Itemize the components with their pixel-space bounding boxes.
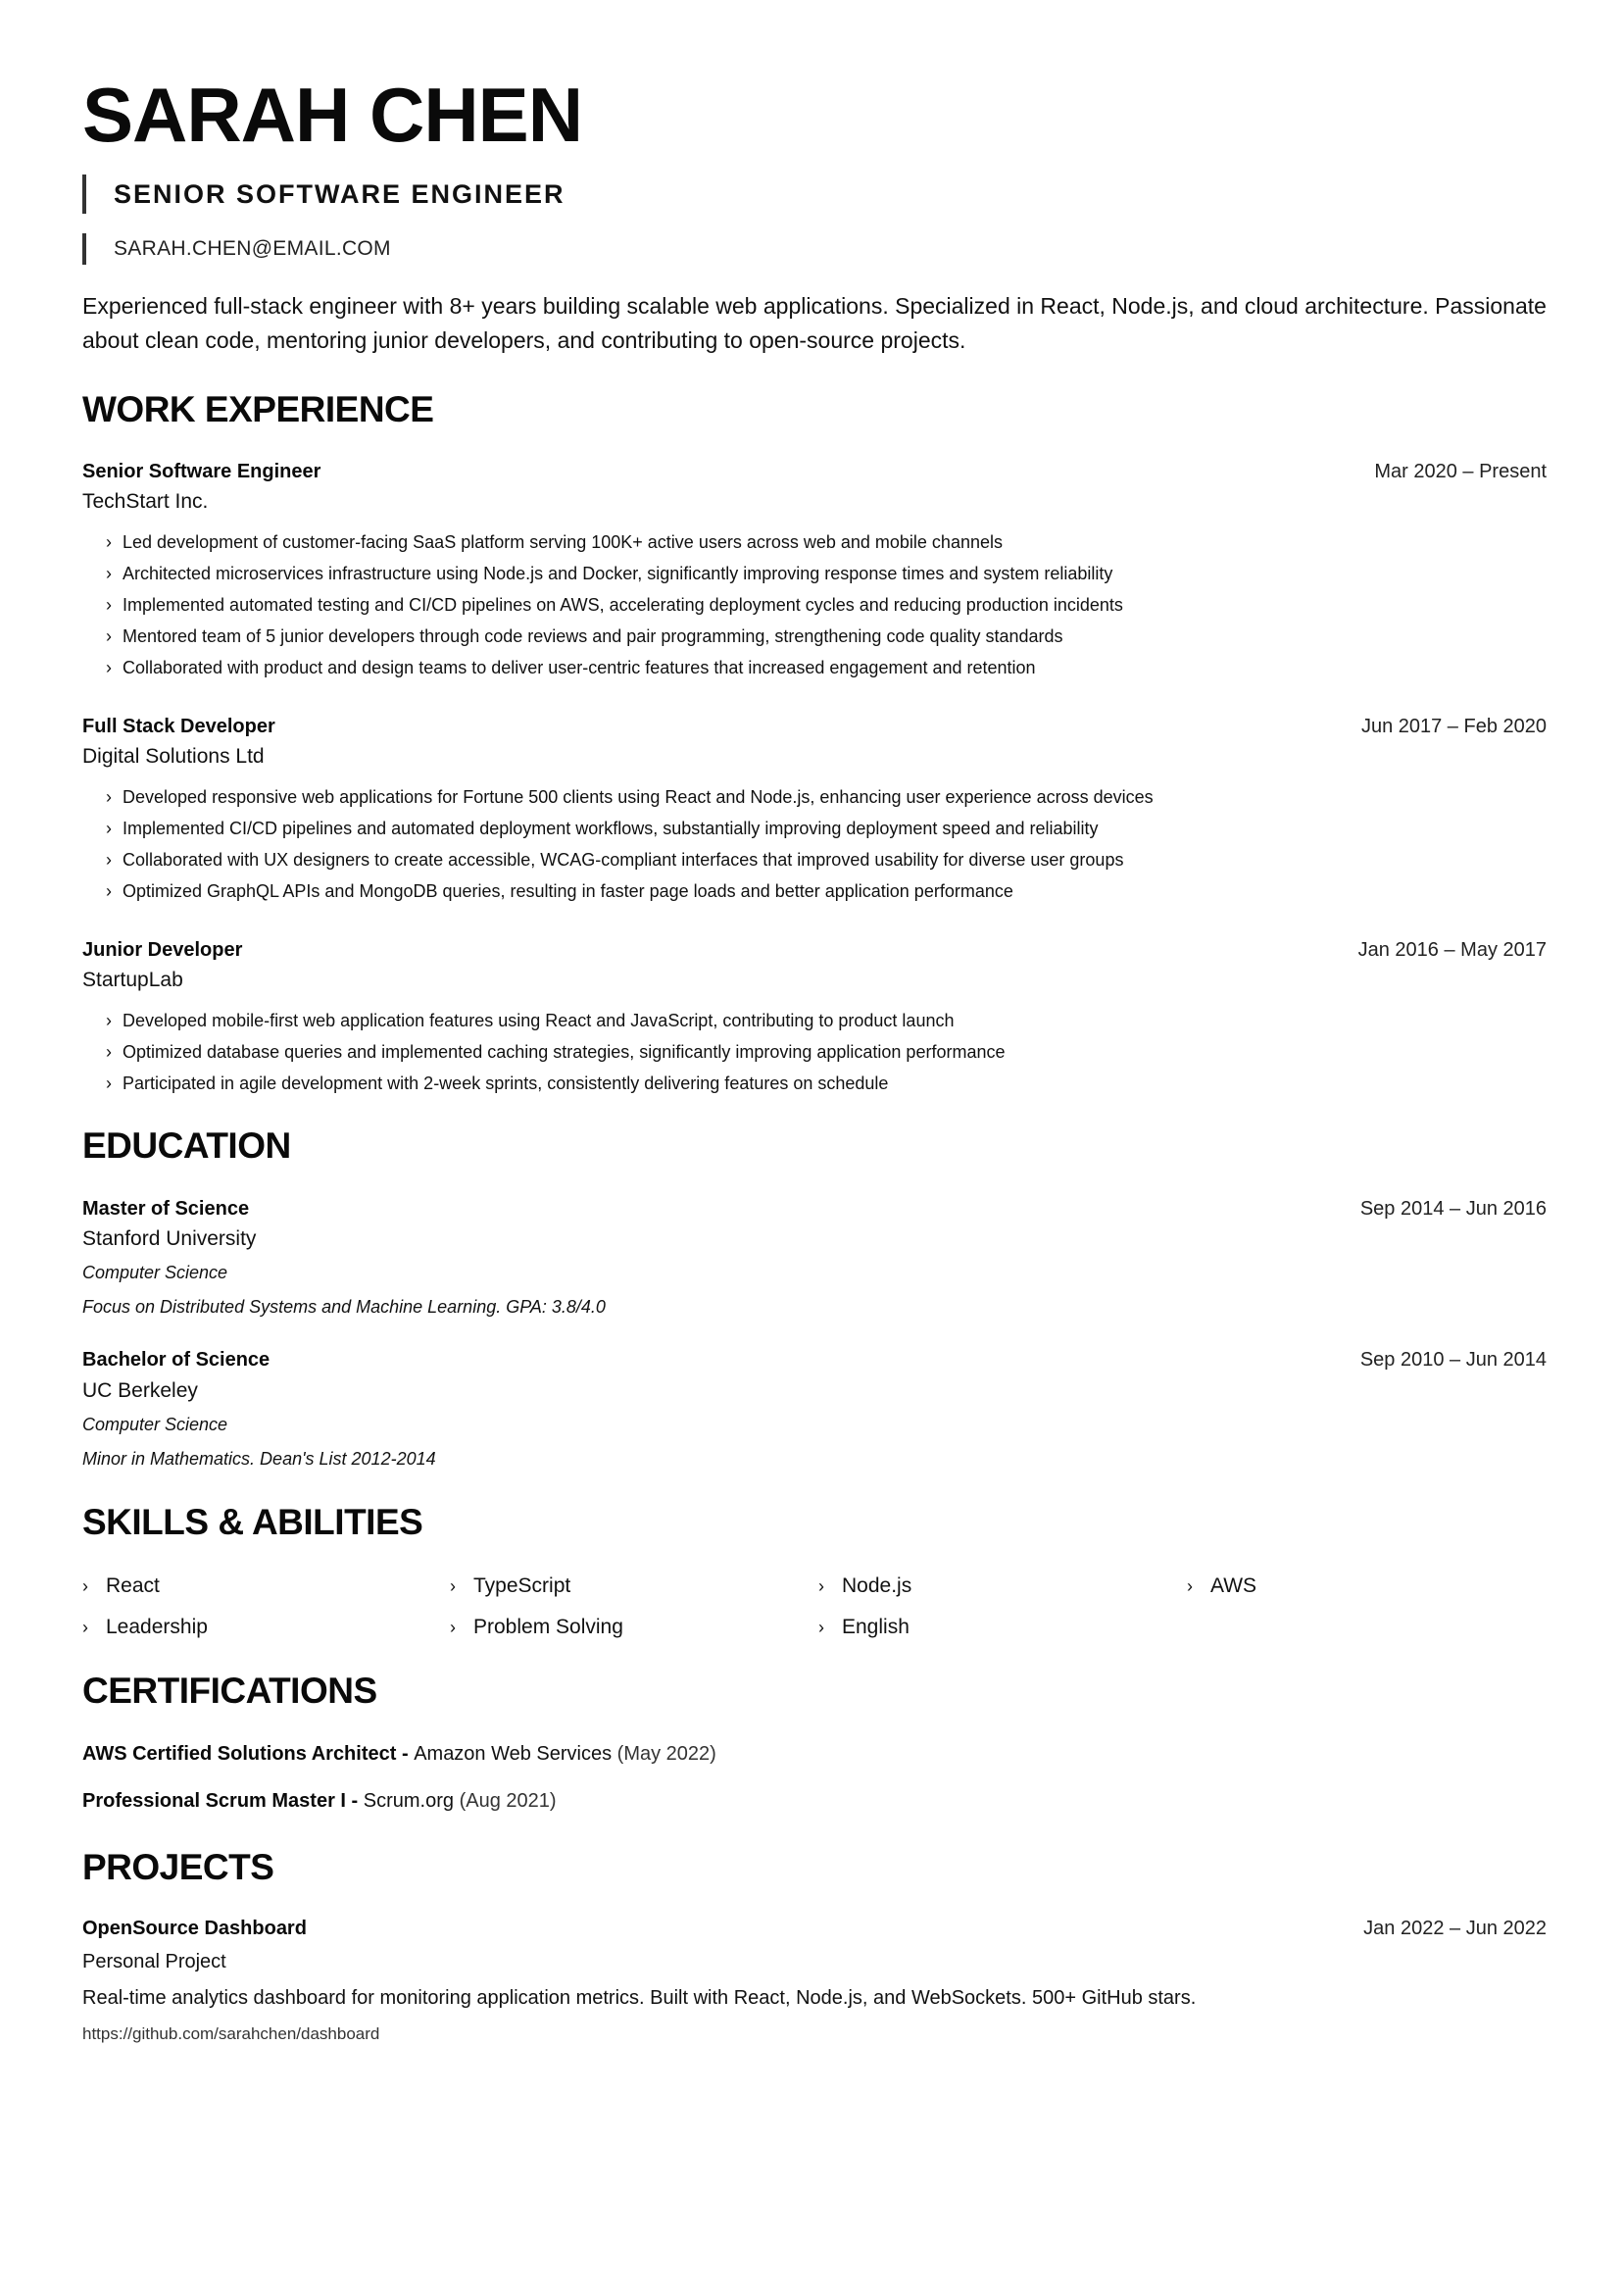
skill-label: Leadership (106, 1616, 208, 1638)
bullet-text: Developed responsive web applications for Fortune 500 clients using React and Node.js, enhancing user experience across devices (123, 787, 1154, 807)
skill-item (450, 1614, 623, 1641)
job-company: TechStart Inc. (82, 490, 209, 513)
certification-date: (Aug 2021) (454, 1790, 557, 1812)
list-item (106, 621, 1123, 652)
chevron-right-icon: › (106, 626, 112, 646)
chevron-right-icon: › (106, 819, 112, 838)
candidate-email[interactable]: SARAH.CHEN@EMAIL.COM (82, 233, 391, 265)
job-dates: Mar 2020 – Present (1374, 461, 1547, 482)
bullet-text: Collaborated with UX designers to create accessible, WCAG-compliant interfaces that improved usability for diverse user groups (123, 850, 1124, 870)
project-type: Personal Project (82, 1951, 226, 1972)
section-title-work-experience: WORK EXPERIENCE (82, 389, 434, 429)
certification-separator: - (345, 1790, 364, 1812)
school-name: Stanford University (82, 1227, 257, 1250)
skill-label: Node.js (842, 1574, 912, 1597)
field-of-study: Computer Science (82, 1263, 228, 1282)
skill-label: Problem Solving (473, 1616, 623, 1638)
certification-name: Professional Scrum Master I (82, 1790, 346, 1812)
bullet-text: Led development of customer-facing SaaS platform serving 100K+ active users across web and mobile channels (123, 532, 1003, 552)
chevron-right-icon: › (106, 564, 112, 583)
job-bullets (106, 781, 1154, 907)
skill-item (82, 1614, 208, 1641)
bullet-text: Implemented automated testing and CI/CD pipelines on AWS, accelerating deployment cycles and reducing production incidents (123, 595, 1123, 615)
candidate-headline: SENIOR SOFTWARE ENGINEER (82, 175, 566, 214)
project-link[interactable]: https://github.com/sarahchen/dashboard (82, 2024, 380, 2043)
section-title-certifications: CERTIFICATIONS (82, 1671, 377, 1711)
education-details: Minor in Mathematics. Dean's List 2012-2014 (82, 1449, 436, 1469)
bullet-text: Developed mobile-first web application features using React and JavaScript, contributing to product launch (123, 1011, 955, 1030)
field-of-study: Computer Science (82, 1415, 228, 1434)
job-title: Junior Developer (82, 939, 243, 961)
chevron-right-icon: › (450, 1576, 456, 1596)
degree-title: Master of Science (82, 1198, 250, 1220)
chevron-right-icon: › (82, 1576, 88, 1596)
list-item (106, 1005, 1005, 1036)
education-dates: Sep 2010 – Jun 2014 (1359, 1349, 1547, 1371)
job-dates: Jun 2017 – Feb 2020 (1360, 716, 1547, 737)
section-title-education: EDUCATION (82, 1125, 291, 1166)
job-title: Senior Software Engineer (82, 461, 321, 482)
bullet-text: Implemented CI/CD pipelines and automated deployment workflows, substantially improving deployment speed and reliability (123, 819, 1099, 838)
section-title-projects: PROJECTS (82, 1847, 274, 1887)
job-bullets (106, 526, 1123, 683)
bullet-text: Optimized GraphQL APIs and MongoDB queries, resulting in faster page loads and better application performance (123, 881, 1013, 901)
chevron-right-icon: › (106, 658, 112, 677)
chevron-right-icon: › (106, 1042, 112, 1062)
skill-label: English (842, 1616, 910, 1638)
skill-item (1187, 1572, 1256, 1600)
job-company: Digital Solutions Ltd (82, 745, 265, 768)
certification-item (82, 1740, 716, 1768)
job-company: StartupLab (82, 969, 183, 991)
bullet-text: Mentored team of 5 junior developers through code reviews and pair programming, strengthening code quality standards (123, 626, 1063, 646)
project-dates: Jan 2022 – Jun 2022 (1363, 1918, 1547, 1939)
job-title: Full Stack Developer (82, 716, 275, 737)
skill-item (818, 1572, 911, 1600)
chevron-right-icon: › (106, 881, 112, 901)
chevron-right-icon: › (1187, 1576, 1193, 1596)
certification-issuer: Scrum.org (363, 1790, 455, 1812)
profile-summary: Experienced full-stack engineer with 8+ years building scalable web applications. Specialized in React, Node.js, and cloud architecture. Passionate about clean code, mentoring junior developers, and contributing to open-source projects. (82, 293, 1547, 353)
list-item (106, 844, 1154, 875)
list-item (106, 875, 1154, 907)
chevron-right-icon: › (82, 1618, 88, 1637)
skill-label: React (106, 1574, 160, 1597)
list-item (106, 1036, 1005, 1068)
project-name: OpenSource Dashboard (82, 1918, 307, 1939)
list-item (106, 526, 1123, 558)
chevron-right-icon: › (450, 1618, 456, 1637)
list-item (106, 558, 1123, 589)
section-title-skills: SKILLS & ABILITIES (82, 1502, 423, 1542)
certification-issuer: Amazon Web Services (414, 1743, 613, 1765)
list-item (106, 589, 1123, 621)
certification-name: AWS Certified Solutions Architect (82, 1743, 397, 1765)
list-item (106, 1068, 1005, 1099)
skill-label: AWS (1210, 1574, 1257, 1597)
certification-date: (May 2022) (612, 1743, 716, 1765)
chevron-right-icon: › (106, 850, 112, 870)
chevron-right-icon: › (818, 1576, 824, 1596)
education-details: Focus on Distributed Systems and Machine Learning. GPA: 3.8/4.0 (82, 1297, 606, 1317)
bullet-text: Participated in agile development with 2-week sprints, consistently delivering features on schedule (123, 1073, 889, 1093)
skill-item (818, 1614, 910, 1641)
school-name: UC Berkeley (82, 1379, 198, 1402)
job-bullets (106, 1005, 1005, 1099)
skill-label: TypeScript (473, 1574, 571, 1597)
chevron-right-icon: › (106, 1073, 112, 1093)
bullet-text: Architected microservices infrastructure using Node.js and Docker, significantly improving response times and system reliability (123, 564, 1113, 583)
chevron-right-icon: › (106, 595, 112, 615)
job-dates: Jan 2016 – May 2017 (1357, 939, 1547, 961)
skill-item (82, 1572, 160, 1600)
degree-title: Bachelor of Science (82, 1349, 270, 1371)
list-item (106, 652, 1123, 683)
chevron-right-icon: › (106, 1011, 112, 1030)
chevron-right-icon: › (818, 1618, 824, 1637)
chevron-right-icon: › (106, 532, 112, 552)
bullet-text: Collaborated with product and design teams to deliver user-centric features that increased engagement and retention (123, 658, 1036, 677)
list-item (106, 781, 1154, 813)
education-dates: Sep 2014 – Jun 2016 (1359, 1198, 1547, 1220)
certification-separator: - (396, 1743, 415, 1765)
skill-item (450, 1572, 570, 1600)
list-item (106, 813, 1154, 844)
project-description: Real-time analytics dashboard for monitoring application metrics. Built with React, Node.js, and WebSockets. 500+ GitHub stars. (82, 1987, 1197, 2009)
certification-item (82, 1787, 557, 1815)
candidate-name: SARAH CHEN (82, 72, 583, 158)
chevron-right-icon: › (106, 787, 112, 807)
bullet-text: Optimized database queries and implemented caching strategies, significantly improving application performance (123, 1042, 1006, 1062)
